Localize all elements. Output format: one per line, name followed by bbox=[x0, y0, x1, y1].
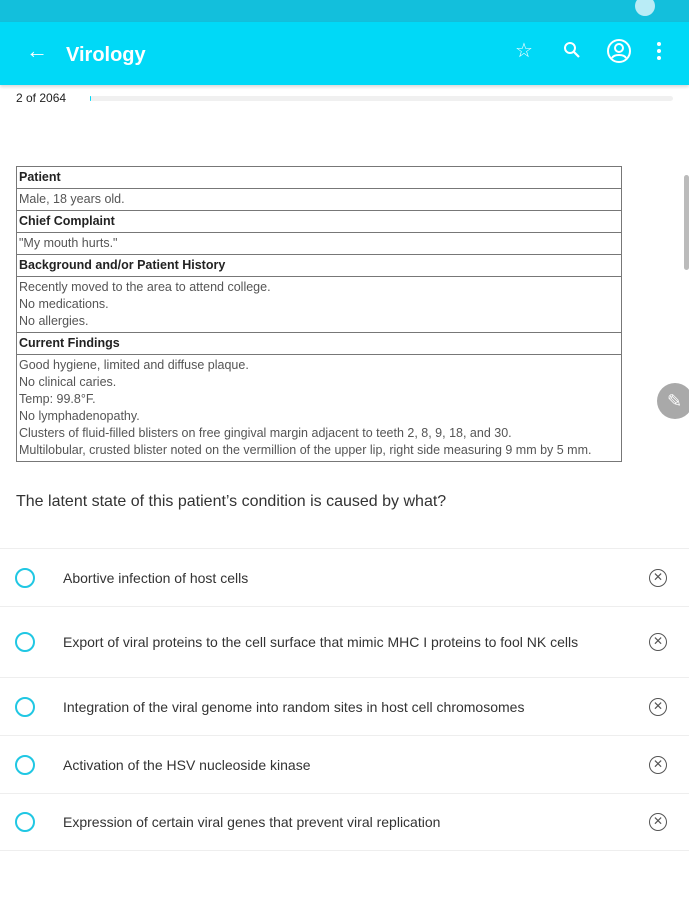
answer-option[interactable] bbox=[0, 677, 689, 735]
table-row bbox=[17, 211, 622, 233]
finding-line: Good hygiene, limited and diffuse plaque. bbox=[19, 358, 249, 372]
table-row bbox=[17, 233, 622, 255]
more-vert-icon[interactable] bbox=[656, 41, 662, 61]
finding-line: "My mouth hurts." bbox=[19, 236, 118, 250]
finding-line: Male, 18 years old. bbox=[19, 192, 125, 206]
section-body bbox=[17, 277, 622, 333]
search-icon[interactable] bbox=[563, 41, 581, 59]
status-bar bbox=[0, 0, 689, 22]
option-label: Export of viral proteins to the cell surface that mimic MHC I proteins to fool NK cells bbox=[63, 634, 579, 650]
answer-option[interactable] bbox=[0, 793, 689, 851]
back-arrow-icon[interactable]: ← bbox=[26, 38, 48, 63]
scrollbar[interactable] bbox=[684, 175, 689, 270]
account-icon[interactable] bbox=[606, 38, 632, 64]
finding-line: No medications. bbox=[19, 297, 109, 311]
option-label: Abortive infection of host cells bbox=[63, 569, 249, 586]
app-bar bbox=[0, 22, 689, 85]
eliminate-x-icon[interactable]: ✕ bbox=[649, 569, 667, 587]
eliminate-x-icon[interactable]: ✕ bbox=[649, 698, 667, 716]
finding-line: No clinical caries. bbox=[19, 375, 117, 389]
section-body bbox=[17, 189, 622, 211]
status-indicator bbox=[635, 0, 655, 16]
option-label: Expression of certain viral genes that prevent viral replication bbox=[63, 814, 441, 830]
radio-button[interactable] bbox=[15, 697, 35, 717]
option-label: Integration of the viral genome into random sites in host cell chromosomes bbox=[63, 698, 525, 715]
page-title: Virology bbox=[66, 44, 146, 66]
case-table bbox=[16, 166, 622, 462]
star-icon[interactable]: ☆ bbox=[515, 40, 533, 62]
question-text: The latent state of this patient’s condition is caused by what? bbox=[16, 493, 447, 510]
table-row bbox=[17, 355, 622, 462]
section-header: Background and/or Patient History bbox=[17, 255, 622, 277]
progress-text: 2 of 2064 bbox=[16, 91, 67, 105]
eliminate-x-icon[interactable]: ✕ bbox=[649, 756, 667, 774]
finding-line: Recently moved to the area to attend college. bbox=[19, 280, 271, 294]
table-row bbox=[17, 277, 622, 333]
answer-option[interactable] bbox=[0, 548, 689, 606]
answer-option[interactable] bbox=[0, 735, 689, 793]
section-header: Current Findings bbox=[17, 333, 622, 355]
radio-button[interactable] bbox=[15, 568, 35, 588]
eliminate-x-icon[interactable]: ✕ bbox=[649, 813, 667, 831]
section-body bbox=[17, 355, 622, 462]
finding-line: No lymphadenopathy. bbox=[19, 409, 140, 423]
answer-option[interactable] bbox=[0, 606, 689, 677]
radio-button[interactable] bbox=[15, 755, 35, 775]
finding-line: Multilobular, crusted blister noted on the vermillion of the upper lip, right side measuring 9 mm by 5 mm. bbox=[19, 443, 592, 457]
table-row bbox=[17, 167, 622, 189]
answer-options bbox=[0, 548, 689, 851]
option-label: Activation of the HSV nucleoside kinase bbox=[63, 756, 311, 773]
progress-fill bbox=[90, 96, 91, 101]
section-body bbox=[17, 233, 622, 255]
table-row bbox=[17, 333, 622, 355]
radio-button[interactable] bbox=[15, 812, 35, 832]
edit-pencil-button[interactable]: ✎ bbox=[657, 383, 689, 419]
table-row bbox=[17, 255, 622, 277]
table-row bbox=[17, 189, 622, 211]
section-header: Patient bbox=[17, 167, 622, 189]
radio-button[interactable] bbox=[15, 632, 35, 652]
section-header: Chief Complaint bbox=[17, 211, 622, 233]
finding-line: Temp: 99.8°F. bbox=[19, 392, 96, 406]
eliminate-x-icon[interactable]: ✕ bbox=[649, 633, 667, 651]
finding-line: No allergies. bbox=[19, 314, 89, 328]
progress-bar bbox=[90, 96, 673, 101]
finding-line: Clusters of fluid-filled blisters on free gingival margin adjacent to teeth 2, 8, 9, 18, and 30. bbox=[19, 426, 512, 440]
